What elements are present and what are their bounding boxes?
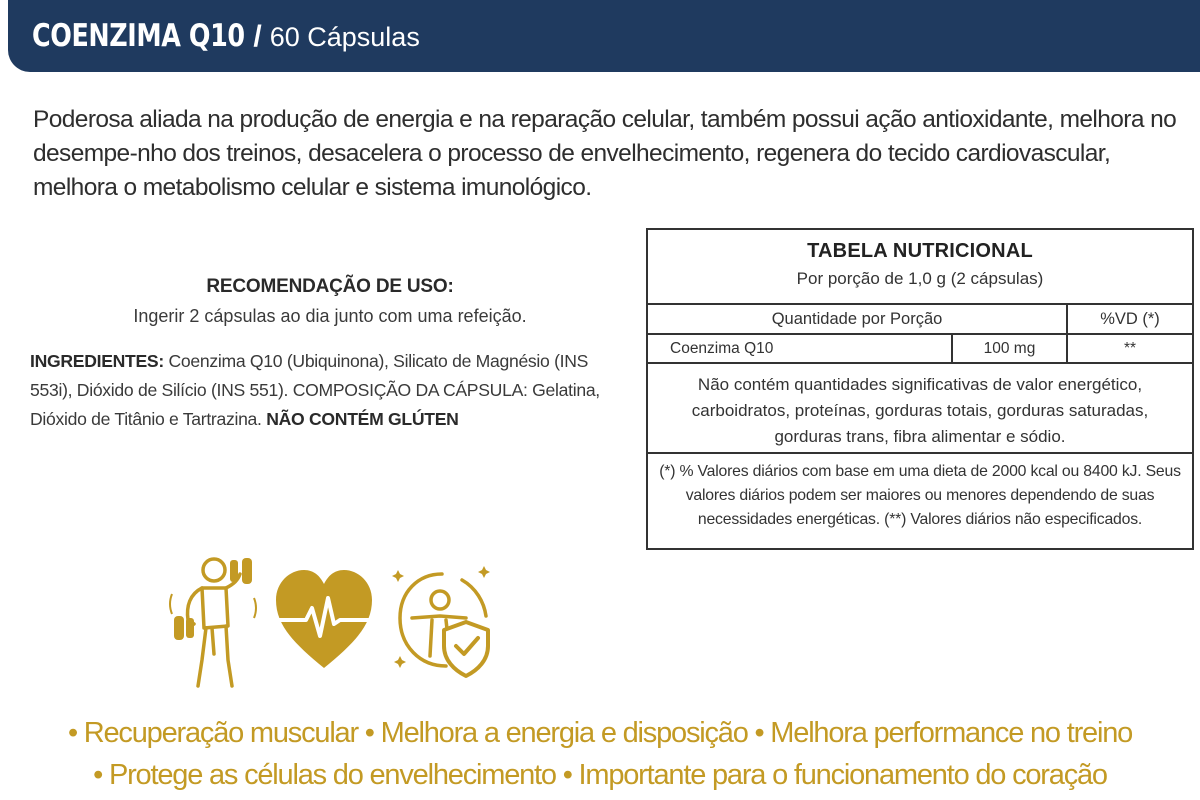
column-quantity: Quantidade por Porção [648,305,1068,333]
serving-size: Por porção de 1,0 g (2 cápsulas) [796,269,1044,288]
ingredients-section [30,347,620,434]
header-bar [8,0,1200,72]
nutrient-vd: ** [1123,339,1137,357]
muscle-recovery-icon [168,554,260,690]
nutrient-quantity: 100 mg [953,335,1068,362]
product-description: Poderosa aliada na produção de energia e na reparação celular, também possui ação antioxidante, melhora no desempe-nho dos treinos, desacelera o processo de envelhecimento, regenera do tecido cardiovascular, melhora o metabolismo celular e sistema imunológico. [33,106,1177,201]
daily-values-note: (*) % Valores diários com base em uma dieta de 2000 kcal ou 8400 kJ. Seus valores diários podem ser maiores ou menores dependendo de suas necessidades energéticas. (**) Valores diários não especificados. [659,463,1181,528]
benefits-list [0,712,1200,796]
table-row [648,335,1192,364]
column-vd: %VD (*) [1100,309,1160,328]
nutrient-name: Coenzima Q10 [648,335,953,362]
benefits-line-1: • Recuperação muscular • Melhora a energia e disposição • Melhora performance no treino [67,717,1133,749]
header-title [32,18,420,54]
insignificant-nutrients-note: Não contém quantidades significativas de valor energético, carboidratos, proteínas, gorduras totais, gorduras saturadas, gorduras trans, fibra alimentar e sódio. [648,364,1192,454]
benefit-icons [168,552,498,692]
ingredients-label: INGREDIENTES: [30,351,164,371]
product-name: COENZIMA Q10 [32,18,245,54]
usage-section [30,276,630,327]
ingredients-text: Coenzima Q10 (Ubiquinona), Silicato de Magnésio (INS 553i), Dióxido de Silício (INS 551). COMPOSIÇÃO DA CÁPSULA: Gelatina, Dióxido de Titânio e Tartrazina. [30,351,600,429]
usage-text: Ingerir 2 cápsulas ao dia junto com uma refeição. [133,306,527,326]
product-variant: 60 Cápsulas [269,22,420,52]
nutrition-column-headers [648,305,1192,335]
benefits-line-2: • Protege as células do envelhecimento • Importante para o funcionamento do coração [93,759,1107,791]
nutrition-header [648,230,1192,305]
heart-pulse-icon [274,568,374,672]
nutrition-table [646,228,1194,550]
usage-title: RECOMENDAÇÃO DE USO: [206,276,454,297]
body-shield-icon [390,560,494,680]
gluten-notice: NÃO CONTÉM GLÚTEN [266,409,459,429]
title-separator: / [253,20,262,53]
nutrition-title: TABELA NUTRICIONAL [807,240,1033,262]
